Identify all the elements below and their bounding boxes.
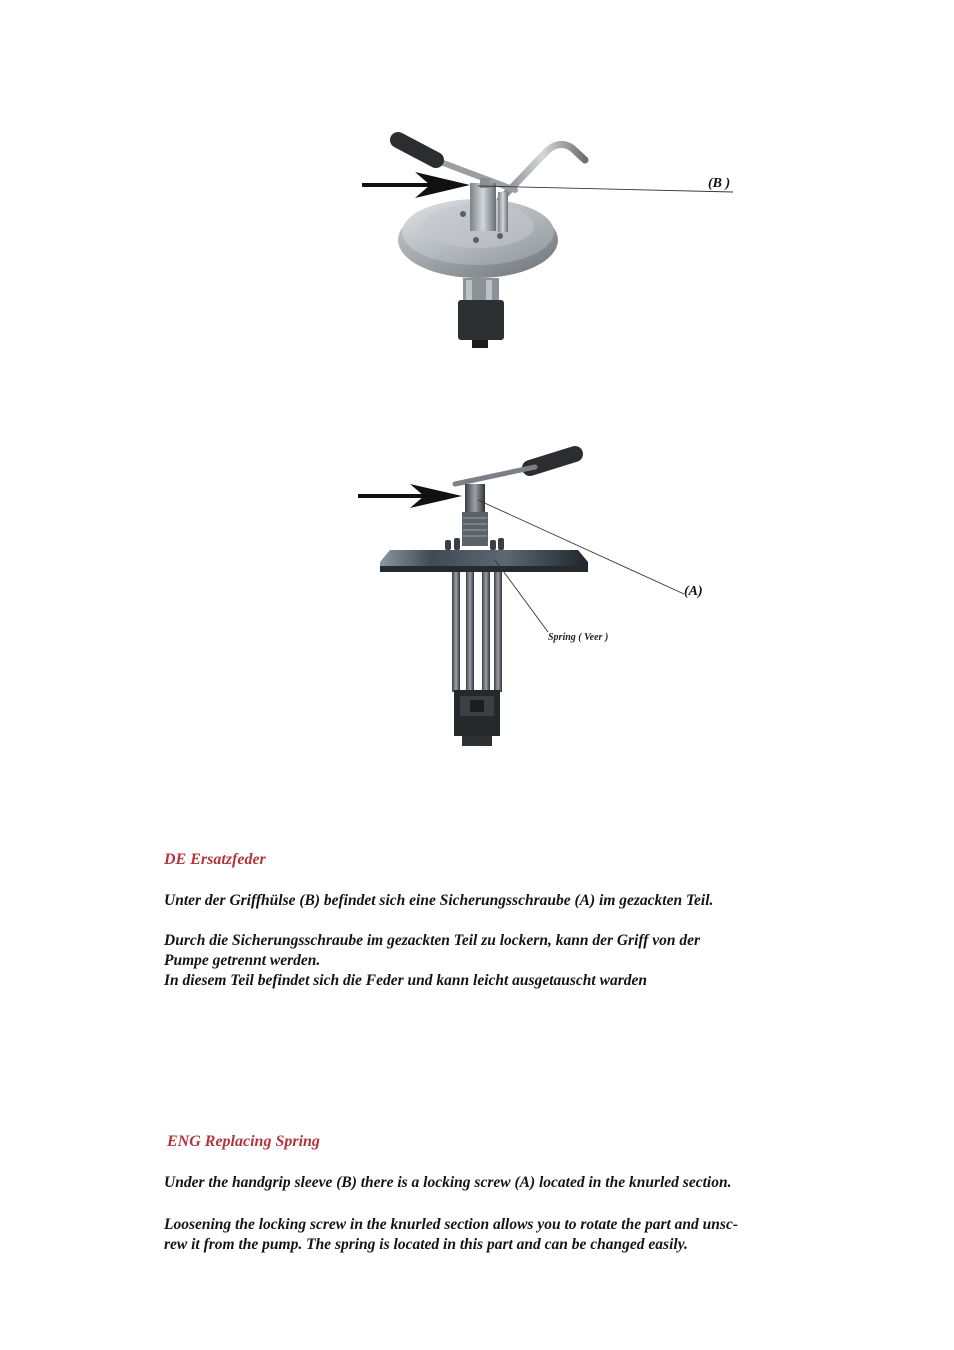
paragraph-eng-2-line2: rew it from the pump. The spring is located in this part and can be changed easily. [164,1236,688,1253]
paragraph-de-2-line2: Pumpe getrennt werden. [164,952,321,969]
spring-label: Spring ( Veer ) [548,632,609,643]
callout-label-b: (B ) [708,176,731,191]
section-heading-eng: ENG Replacing Spring [167,1133,320,1150]
paragraph-de-3: In diesem Teil befindet sich die Feder und kann leicht ausgetauscht warden [164,972,647,989]
arrow-icon-a [358,484,462,508]
paragraph-de-1: Unter der Griffhülse (B) befindet sich eine Sicherungsschraube (A) im gezackten Teil. [164,892,714,909]
bottom-handle-bar [455,467,535,484]
paragraph-eng-2-line1: Loosening the locking screw in the knurled section allows you to rotate the part and unsc- [164,1216,738,1233]
paragraph-eng-1: Under the handgrip sleeve (B) there is a locking screw (A) located in the knurled section. [164,1174,732,1191]
callout-label-a: (A) [684,584,703,599]
paragraph-de-2-line1: Durch die Sicherungsschraube im gezackten Teil zu lockern, kann der Griff von der [164,932,701,949]
callout-line-a [478,500,684,594]
section-heading-de: DE Ersatzfeder [164,851,266,868]
